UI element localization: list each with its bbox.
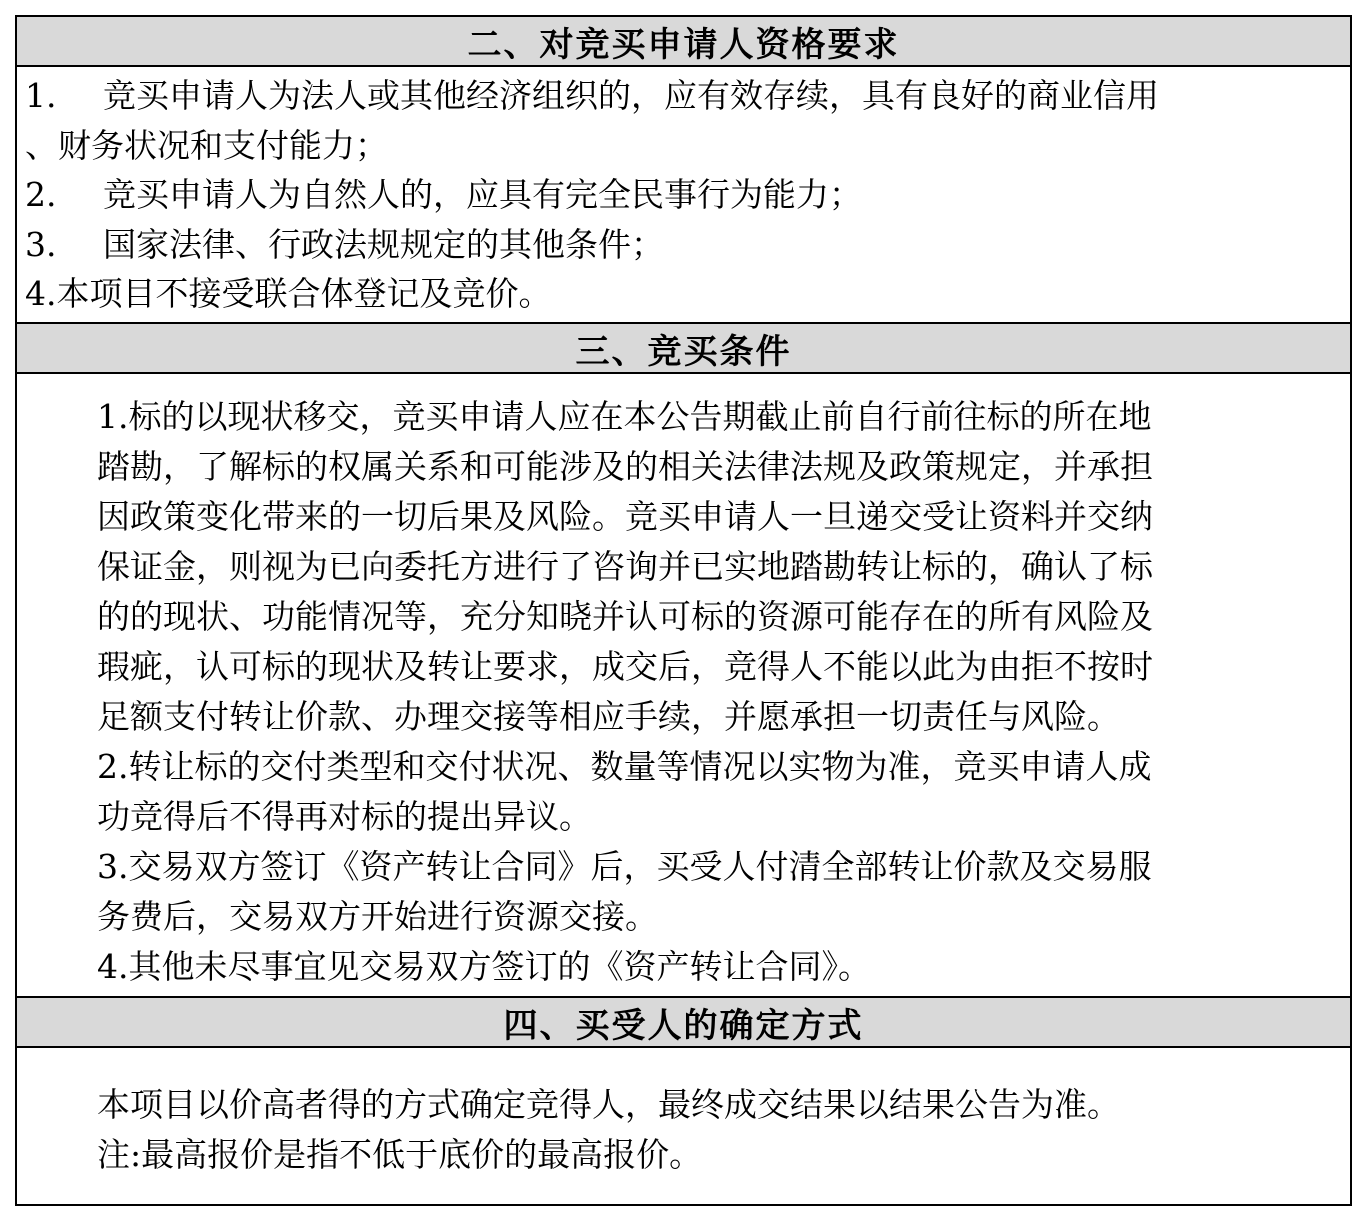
method-line: 本项目以价高者得的方式确定竞得人，最终成交结果以结果公告为准。 — [97, 1085, 1120, 1124]
condition-line: 务费后，交易双方开始进行资源交接。 — [97, 897, 658, 936]
section-3-header: 三、竞买条件 — [17, 324, 1350, 374]
item-text: 4.本项目不接受联合体登记及竞价。 — [25, 274, 552, 313]
section-2-body — [17, 67, 1350, 324]
condition-line: 足额支付转让价款、办理交接等相应手续，并愿承担一切责任与风险。 — [97, 697, 1120, 736]
item-text: 、财务状况和支付能力； — [25, 125, 388, 165]
qualification-item — [25, 71, 1350, 121]
section-2-header: 二、对竞买申请人资格要求 — [17, 17, 1350, 67]
condition-line: 3.交易双方签订《资产转让合同》后，买受人付清全部转让价款及交易服 — [97, 847, 1152, 886]
condition-line: 1.标的以现状移交，竞买申请人应在本公告期截止前自行前往标的所在地 — [97, 397, 1152, 436]
qualification-item — [25, 269, 1350, 319]
item-number: 3. — [25, 224, 57, 264]
item-number: 1. — [25, 76, 57, 115]
condition-line: 功竞得后不得再对标的提出异议。 — [97, 797, 592, 836]
qualification-item — [25, 220, 1350, 270]
condition-line: 瑕疵，认可标的现状及转让要求，成交后，竞得人不能以此为由拒不按时 — [97, 647, 1153, 686]
condition-line: 4.其他未尽事宜见交易双方签订的《资产转让合同》。 — [97, 947, 871, 986]
item-text: 国家法律、行政法规规定的其他条件； — [103, 224, 664, 264]
item-number: 2. — [25, 175, 57, 214]
section-4-header: 四、买受人的确定方式 — [17, 998, 1350, 1048]
document-table — [15, 15, 1352, 1206]
qualification-item — [25, 170, 1350, 220]
item-text: 竞买申请人为自然人的，应具有完全民事行为能力； — [103, 175, 862, 214]
section-3-body — [17, 374, 1350, 998]
condition-line: 保证金，则视为已向委托方进行了咨询并已实地踏勘转让标的，确认了标 — [97, 547, 1153, 586]
section-4-body — [17, 1048, 1350, 1204]
note-line: 注:最高报价是指不低于底价的最高报价。 — [97, 1135, 703, 1174]
condition-line: 的的现状、功能情况等，充分知晓并认可标的资源可能存在的所有风险及 — [97, 597, 1153, 636]
item-text: 竞买申请人为法人或其他经济组织的，应有效存续，具有良好的商业信用 — [103, 76, 1159, 115]
condition-line: 踏勘，了解标的权属关系和可能涉及的相关法律法规及政策规定，并承担 — [97, 447, 1153, 486]
qualification-item — [25, 121, 1350, 171]
condition-line: 2.转让标的交付类型和交付状况、数量等情况以实物为准，竞买申请人成 — [97, 747, 1152, 786]
condition-line: 因政策变化带来的一切后果及风险。竞买申请人一旦递交受让资料并交纳 — [97, 497, 1153, 536]
